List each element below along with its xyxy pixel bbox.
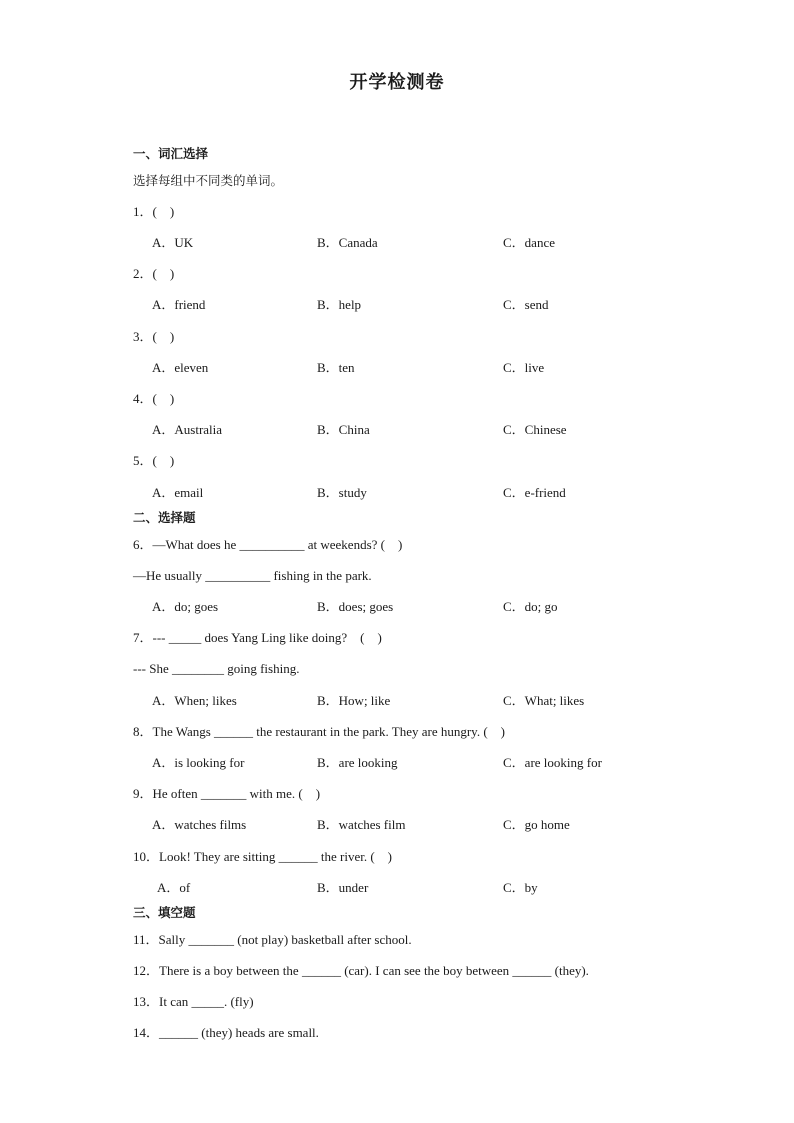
question-1-option-a: A．UK <box>152 235 194 250</box>
question-1-stem: 1．( ) <box>133 204 175 219</box>
question-3-option-b: B．ten <box>317 360 355 375</box>
question-4-option-c: C．Chinese <box>503 422 567 437</box>
question-3-option-a: A．eleven <box>152 360 209 375</box>
question-7-stem-reply: --- She ________ going fishing. <box>133 661 300 676</box>
question-7-option-a: A．When; likes <box>152 693 237 708</box>
section-1-instruction: 选择每组中不同类的单词。 <box>133 173 284 188</box>
question-2-option-b: B．help <box>317 297 362 312</box>
question-6-option-b: B．does; goes <box>317 599 394 614</box>
question-8-option-a: A．is looking for <box>152 755 245 770</box>
question-1-option-b: B．Canada <box>317 235 378 250</box>
question-5-option-c: C．e-friend <box>503 485 566 500</box>
question-5-option-a: A．email <box>152 485 204 500</box>
question-14: 14．______ (they) heads are small. <box>133 1025 319 1040</box>
question-9-option-c: C．go home <box>503 817 570 832</box>
section-3-heading: 三、填空题 <box>133 905 196 920</box>
section-1-heading: 一、词汇选择 <box>133 146 209 161</box>
question-8-option-b: B．are looking <box>317 755 398 770</box>
question-6-stem: 6．—What does he __________ at weekends? ( ) <box>133 537 403 552</box>
question-8-stem: 8．The Wangs ______ the restaurant in the park. They are hungry. ( ) <box>133 724 505 739</box>
question-6-stem-reply: —He usually __________ fishing in the park. <box>133 568 372 583</box>
question-9-option-b: B．watches film <box>317 817 406 832</box>
question-2-option-a: A．friend <box>152 297 206 312</box>
question-10-option-b: B．under <box>317 880 369 895</box>
question-1-option-c: C．dance <box>503 235 555 250</box>
question-13: 13．It can _____. (fly) <box>133 994 254 1009</box>
question-8-option-c: C．are looking for <box>503 755 602 770</box>
question-7-option-b: B．How; like <box>317 693 391 708</box>
question-4-stem: 4．( ) <box>133 391 175 406</box>
question-4-option-b: B．China <box>317 422 370 437</box>
question-3-stem: 3．( ) <box>133 329 175 344</box>
question-3-option-c: C．live <box>503 360 545 375</box>
question-9-stem: 9．He often _______ with me. ( ) <box>133 786 321 801</box>
question-2-stem: 2．( ) <box>133 266 175 281</box>
question-12: 12．There is a boy between the ______ (car). I can see the boy between ______ (they). <box>133 963 589 978</box>
question-11: 11．Sally _______ (not play) basketball after school. <box>133 932 412 947</box>
page-title: 开学检测卷 <box>349 72 445 93</box>
question-7-stem: 7．--- _____ does Yang Ling like doing? ( ) <box>133 630 382 645</box>
question-6-option-a: A．do; goes <box>152 599 219 614</box>
question-2-option-c: C．send <box>503 297 549 312</box>
question-6-option-c: C．do; go <box>503 599 558 614</box>
question-4-option-a: A．Australia <box>152 422 223 437</box>
question-10-option-c: C．by <box>503 880 538 895</box>
question-7-option-c: C．What; likes <box>503 693 585 708</box>
question-5-option-b: B．study <box>317 485 367 500</box>
question-10-option-a: A．of <box>157 880 191 895</box>
section-2-heading: 二、选择题 <box>133 510 196 525</box>
question-10-stem: 10．Look! They are sitting ______ the river. ( ) <box>133 849 392 864</box>
question-5-stem: 5．( ) <box>133 453 175 468</box>
question-9-option-a: A．watches films <box>152 817 247 832</box>
